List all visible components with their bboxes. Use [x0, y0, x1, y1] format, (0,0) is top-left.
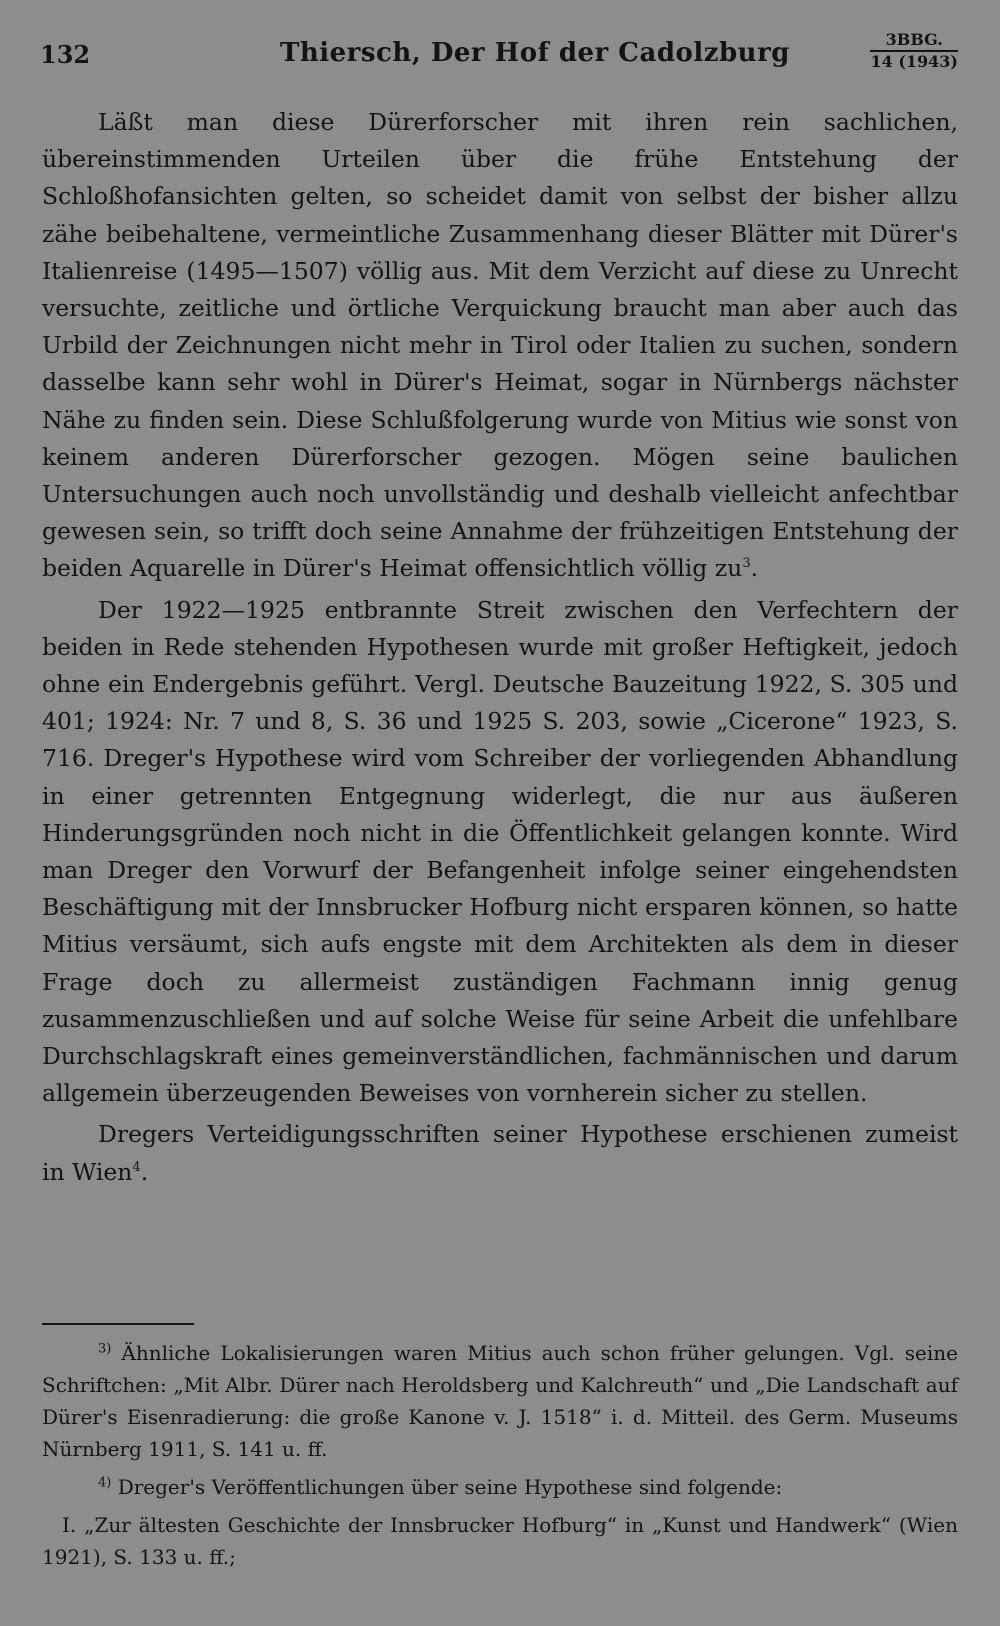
footnote-4-marker: 4) — [98, 1475, 112, 1491]
paragraph-3-end: . — [140, 1157, 149, 1186]
paragraph-3-text: Dregers Verteidigungsschriften seiner Hypothese erschienen zumeist in Wien — [42, 1120, 958, 1186]
footnote-4-item-1: I. „Zur ältesten Geschichte der Innsbrucker Hofburg“ in „Kunst und Handwerk“ (Wien 1921), S. 133 u. ff.; — [42, 1513, 958, 1569]
paragraph-2: Der 1922—1925 entbrannte Streit zwischen den Verfechtern der beiden in Rede stehenden Hypothesen wurde mit großer Heftigkeit, jedoch ohne ein Endergebnis geführt. Vergl. Deutsche Bauzeitung 1922, S. 305 und 401; 1924: Nr. 7 und 8, S. 36 und 1925 S. 203, sowie „Cicerone“ 1923, S. 716. Dreger's Hypothese wird vom Schreiber der vorliegenden Abhandlung in einer getrennten Entgegnung widerlegt, die nur aus äußeren Hinderungsgründen noch nicht in die Öffentlichkeit gelangen konnte. Wird man Dreger den Vorwurf der Befangenheit infolge seiner eingehendsten Beschäftigung mit der Innsbrucker Hofburg nicht ersparen können, so hatte Mitius versäumt, sich aufs engste mit dem Architekten als dem in dieser Frage doch zu allermeist zuständigen Fachmann innig genug zusammenzuschließen und auf solche Weise für seine Arbeit die unfehlbare Durchschlagskraft eines gemeinverständlichen, fachmännischen und darum allgemein überzeugenden Beweises von vornherein sicher zu stellen. — [42, 595, 958, 1108]
paragraph-3 — [42, 1116, 958, 1190]
volume-mark — [870, 30, 958, 72]
paragraph-1-end: . — [750, 554, 759, 583]
footnote-3-marker: 3) — [98, 1341, 112, 1357]
footnote-4 — [42, 1471, 958, 1503]
paragraph-1-text: Läßt man diese Dürerforscher mit ihren rein sachlichen, übereinstimmenden Urteilen über die frühe Entstehung der Schloßhofansichten gelten, so scheidet damit von selbst der bisher allzu zähe beibehaltene, vermeintliche Zusammenhang dieser Blätter mit Dürer's Italienreise (1495—1507) völlig aus. Mit dem Verzicht auf diese zu Unrecht versuchte, zeitliche und örtliche Verquickung braucht man aber auch das Urbild der Zeichnungen nicht mehr in Tirol oder Italien zu suchen, sondern dasselbe kann sehr wohl in Dürer's Heimat, sogar in Nürnbergs nächster Nähe zu finden sein. Diese Schlußfolgerung wurde von Mitius wie sonst von keinem anderen Dürerforscher gezogen. Mögen seine baulichen Untersuchungen auch noch unvollständig und deshalb vielleicht anfechtbar gewesen sein, so trifft doch seine Annahme der frühzeitigen Entstehung der beiden Aquarelle in Dürer's Heimat offensichtlich völlig zu — [42, 108, 958, 583]
volume-mark-bottom: 14 (1943) — [870, 52, 958, 71]
page-number: 132 — [40, 40, 91, 69]
footnote-3-text: Ähnliche Lokalisierungen waren Mitius auch schon früher gelungen. Vgl. seine Schriftchen: „Mit Albr. Dürer nach Heroldsberg und Kalchreuth“ und „Die Landschaft auf Dürer's Eisenradierung: die große Kanone v. J. 1518“ i. d. Mitteil. des Germ. Museums Nürnberg 1911, S. 141 u. ff. — [42, 1341, 958, 1461]
main-text — [42, 104, 958, 1195]
footnote-3 — [42, 1337, 958, 1465]
volume-mark-top: 3BBG. — [870, 30, 958, 52]
footnote-ref-3: 3 — [742, 556, 751, 572]
footnotes — [42, 1337, 958, 1579]
page-header — [40, 30, 960, 80]
footnote-4-text: Dreger's Veröffentlichungen über seine Hypothese sind folgende: — [111, 1475, 783, 1499]
footnote-ref-4: 4 — [132, 1159, 141, 1175]
footnote-divider — [42, 1323, 194, 1325]
paragraph-1 — [42, 104, 958, 588]
running-title: Thiersch, Der Hof der Cadolzburg — [280, 38, 790, 68]
